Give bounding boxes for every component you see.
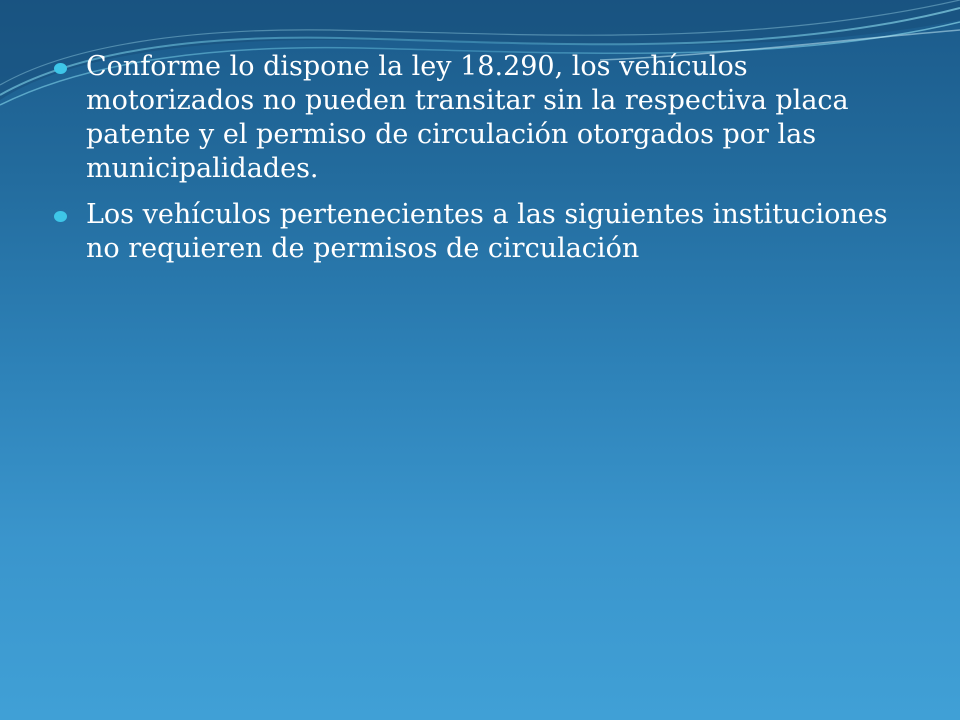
bullet-list [52, 50, 922, 278]
bullet-item [52, 198, 922, 266]
bullet-text: Conforme lo dispone la ley 18.290, los vehículos motorizados no pueden transitar sin la respectiva placa patente y el permiso de circulación otorgados por las municipalidades. [86, 51, 849, 184]
bullet-text: Los vehículos pertenecientes a las siguientes instituciones no requieren de permisos de circulación [86, 199, 888, 264]
bullet-icon [54, 63, 67, 74]
bullet-item [52, 50, 922, 186]
bullet-icon [54, 211, 67, 222]
